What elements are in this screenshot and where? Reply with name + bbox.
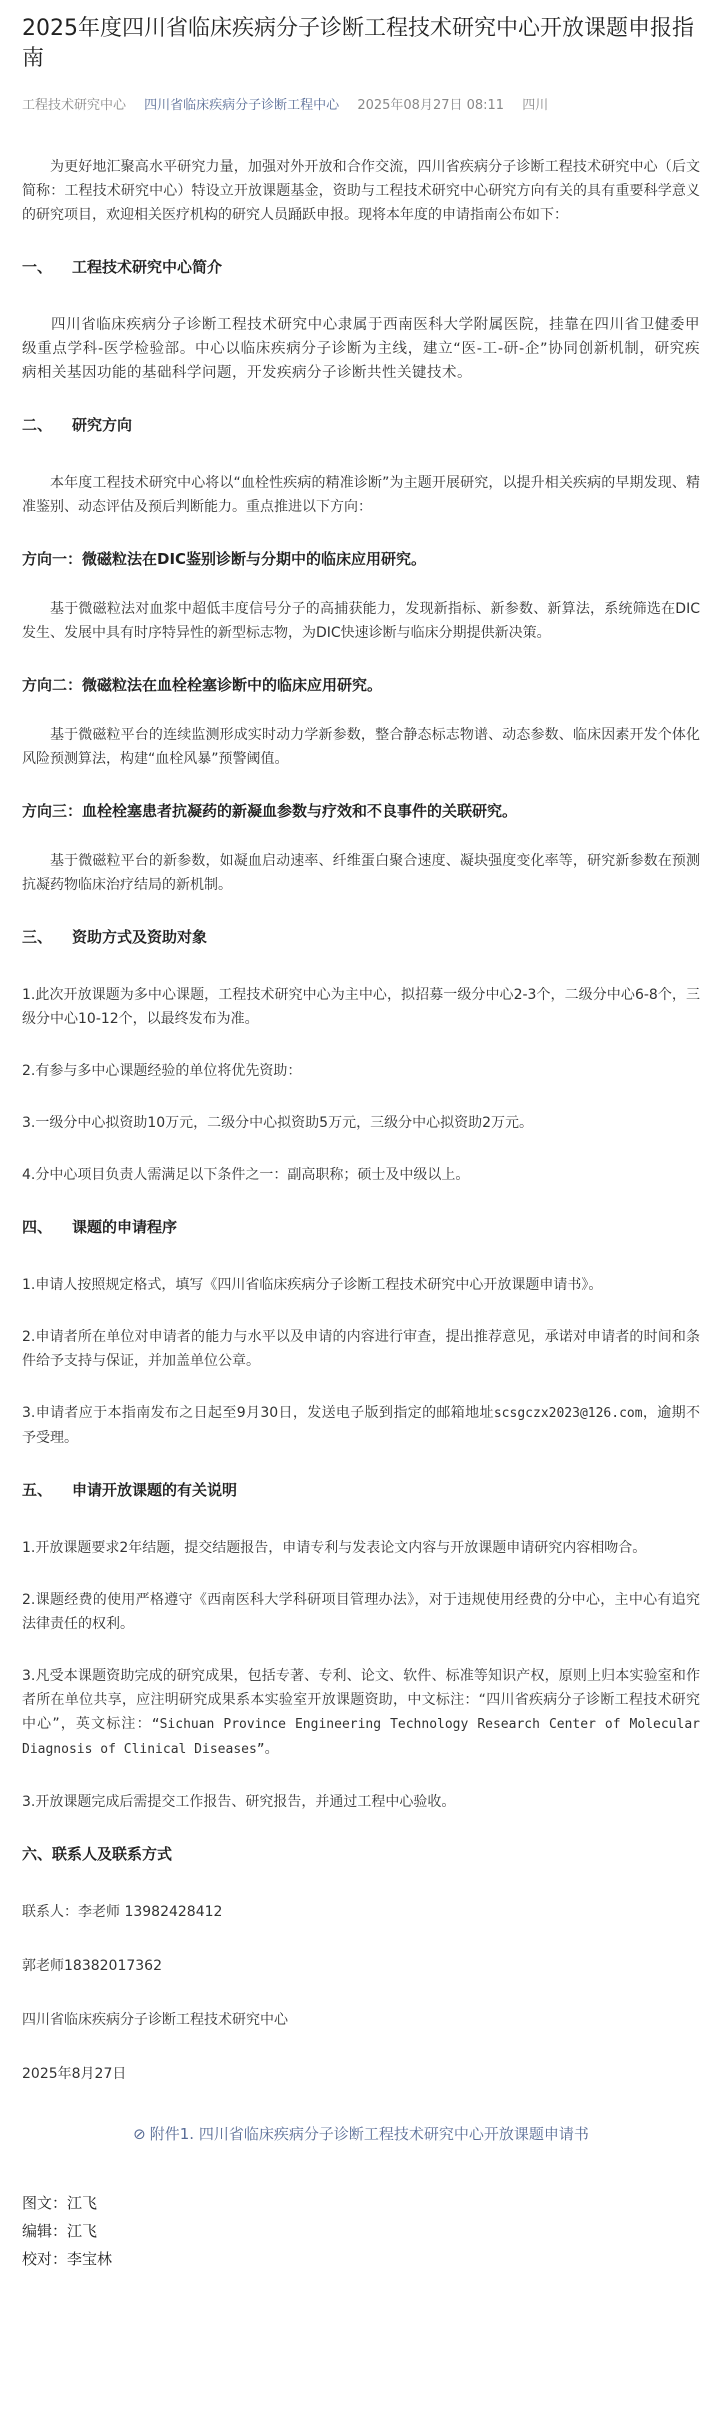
funding-item-2: 2.有参与多中心课题经验的单位将优先资助： (22, 1063, 302, 1079)
contact-person-2: 郭老师18382017362 (22, 1958, 162, 1974)
meta-datetime: 2025年08月27日 08:11 (357, 98, 505, 113)
meta-tag[interactable]: 工程技术研究中心 (22, 98, 127, 113)
note-item-3 (22, 1664, 700, 1762)
credits (22, 2190, 700, 2272)
section-number: 一、 (22, 258, 53, 276)
section-title: 研究方向 (72, 416, 133, 434)
contact-date: 2025年8月27日 (22, 2066, 127, 2082)
section-title: 申请开放课题的有关说明 (72, 1481, 238, 1499)
section-heading-4 (22, 1215, 700, 1239)
section-heading-5 (22, 1478, 700, 1502)
section-heading-2 (22, 413, 700, 437)
meta-location: 四川 (522, 98, 549, 113)
intro-paragraph: 为更好地汇聚高水平研究力量，加强对外开放和合作交流，四川省疾病分子诊断工程技术研究中心（后文简称：工程技术研究中心）特设立开放课题基金，资助与工程技术研究中心研究方向有关的具有重要科学意义的研究项目，欢迎相关医疗机构的研究人员踊跃申报。现将本年度的申请指南公布如下： (22, 159, 700, 223)
funding-item-4: 4.分中心项目负责人需满足以下条件之一：副高职称；硕士及中级以上。 (22, 1167, 470, 1183)
funding-item-1: 1.此次开放课题为多中心课题，工程技术研究中心为主中心，拟招募一级分中心2-3个，二级分中心6-8个，三级分中心10-12个，以最终发布为准。 (22, 987, 700, 1027)
procedure-item-3-prefix: 3.申请者应于本指南发布之日起至9月30日，发送电子版到指定的邮箱地址 (22, 1405, 494, 1421)
procedure-item-3-suffix: ，逾期不予受理。 (22, 1405, 701, 1446)
section-1-body: 四川省临床疾病分子诊断工程技术研究中心隶属于西南医科大学附属医院，挂靠在四川省卫健委甲级重点学科-医学检验部。中心以临床疾病分子诊断为主线，建立“医-工-研-企”协同创新机制，研究疾病相关基因功能的基础科学问题，开发疾病分子诊断共性关键技术。 (22, 317, 700, 381)
direction-3-title: 方向三：血栓栓塞患者抗凝药的新凝血参数与疗效和不良事件的关联研究。 (22, 802, 518, 820)
note-item-3-text: 3.凡受本课题资助完成的研究成果，包括专著、专利、论文、软件、标准等知识产权，原则上归本实验室和作者所在单位共享，应注明研究成果系本实验室开放课题资助，中文标注：“四川省疾病分子诊断工程技术研究中心”，英文标注： (22, 1668, 700, 1732)
english-label: “Sichuan Province Engineering Technology Research Center of Molecular Diagnosis of Clinical Diseases” (22, 1717, 700, 1757)
section-number: 二、 (22, 416, 53, 434)
direction-1-body: 基于微磁粒法对血浆中超低丰度信号分子的高捕获能力，发现新指标、新参数、新算法，系统筛选在DIC发生、发展中具有时序特异性的新型标志物，为DIC快速诊断与临床分期提供新决策。 (22, 601, 700, 641)
credit-proof: 校对：李宝林 (22, 2250, 113, 2268)
section-title: 课题的申请程序 (72, 1218, 178, 1236)
article-meta (22, 94, 700, 113)
section-heading-3 (22, 925, 700, 949)
section-title: 工程技术研究中心简介 (72, 258, 223, 276)
section-title: 资助方式及资助对象 (72, 928, 208, 946)
credit-editor: 编辑：江飞 (22, 2222, 98, 2240)
credit-graphic: 图文：江飞 (22, 2194, 98, 2212)
meta-account-link[interactable]: 四川省临床疾病分子诊断工程中心 (144, 98, 340, 113)
funding-item-3: 3.一级分中心拟资助10万元，二级分中心拟资助5万元，三级分中心拟资助2万元。 (22, 1115, 533, 1131)
attachment-label[interactable]: 附件1. 四川省临床疾病分子诊断工程技术研究中心开放课题申请书 (149, 2125, 589, 2143)
note-item-4: 3.开放课题完成后需提交工作报告、研究报告，并通过工程中心验收。 (22, 1794, 456, 1810)
direction-2-body: 基于微磁粒平台的连续监测形成实时动力学新参数，整合静态标志物谱、动态参数、临床因素开发个体化风险预测算法，构建“血栓风暴”预警阈值。 (22, 727, 700, 767)
procedure-item-3 (22, 1401, 700, 1450)
contact-person-1: 联系人：李老师 13982428412 (22, 1904, 223, 1920)
direction-3-body: 基于微磁粒平台的新参数，如凝血启动速率、纤维蛋白聚合速度、凝块强度变化率等，研究新参数在预测抗凝药物临床治疗结局的新机制。 (22, 853, 700, 893)
direction-1-title: 方向一：微磁粒法在DIC鉴别诊断与分期中的临床应用研究。 (22, 550, 427, 568)
direction-2-title: 方向二：微磁粒法在血栓栓塞诊断中的临床应用研究。 (22, 676, 383, 694)
section-number: 五、 (22, 1481, 53, 1499)
attachment-link[interactable] (22, 2122, 700, 2146)
contact-org: 四川省临床疾病分子诊断工程技术研究中心 (22, 2012, 288, 2028)
procedure-item-1: 1.申请人按照规定格式，填写《四川省临床疾病分子诊断工程技术研究中心开放课题申请书》。 (22, 1277, 603, 1293)
procedure-item-2: 2.申请者所在单位对申请者的能力与水平以及申请的内容进行审查，提出推荐意见，承诺对申请者的时间和条件给予支持与保证，并加盖单位公章。 (22, 1329, 700, 1369)
section-heading-6: 六、联系人及联系方式 (22, 1845, 173, 1863)
section-number: 三、 (22, 928, 53, 946)
article-title: 2025年度四川省临床疾病分子诊断工程技术研究中心开放课题申报指南 (22, 16, 694, 71)
section-number: 四、 (22, 1218, 53, 1236)
contact-email: scsgczx2023@126.com (493, 1406, 643, 1421)
section-heading-1 (22, 255, 700, 279)
article-content (22, 155, 700, 2272)
note-item-3-end: 。 (264, 1741, 279, 1757)
section-2-body: 本年度工程技术研究中心将以“血栓性疾病的精准诊断”为主题开展研究，以提升相关疾病的早期发现、精准鉴别、动态评估及预后判断能力。重点推进以下方向： (22, 475, 700, 515)
paperclip-icon: ⊘ (133, 2125, 146, 2143)
note-item-1: 1.开放课题要求2年结题，提交结题报告，申请专利与发表论文内容与开放课题申请研究内容相吻合。 (22, 1540, 647, 1556)
note-item-2: 2.课题经费的使用严格遵守《西南医科大学科研项目管理办法》，对于违规使用经费的分中心，主中心有追究法律责任的权利。 (22, 1592, 700, 1632)
